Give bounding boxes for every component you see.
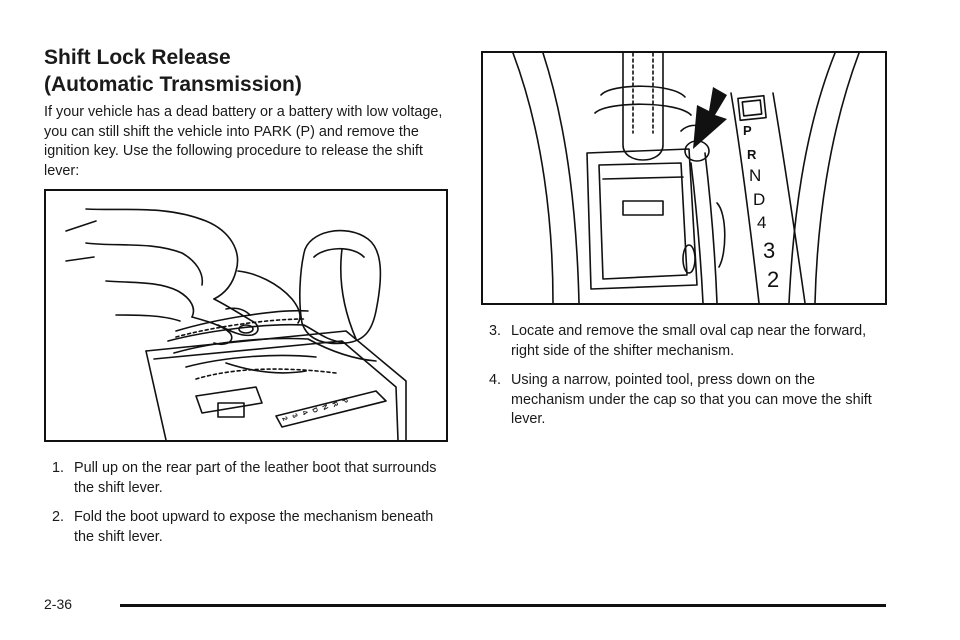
page-title xyxy=(44,44,302,98)
step-text: Pull up on the rear part of the leather boot that surrounds the shift lever. xyxy=(74,460,437,496)
step-text: Locate and remove the small oval cap near the forward, right side of the shifter mechanism. xyxy=(511,323,867,359)
step-text: Using a narrow, pointed tool, press down on the mechanism under the cap so that you can move the shift lever. xyxy=(511,372,872,427)
step-item xyxy=(489,322,889,361)
fig-left-gear-p: P xyxy=(340,397,349,406)
step-number: 4. xyxy=(489,372,502,388)
step-text: Fold the boot upward to expose the mechanism beneath the shift lever. xyxy=(74,509,434,545)
step-item xyxy=(489,371,889,430)
fig-left-gear-2: 2 xyxy=(280,415,289,423)
step-number: 3. xyxy=(489,323,502,339)
fig-right-gear-4: 4 xyxy=(757,213,767,232)
title-line-2: (Automatic Transmission) xyxy=(44,73,302,96)
fig-right-gear-2: 2 xyxy=(767,267,780,292)
arrow-icon xyxy=(693,87,727,149)
figure-boot-pull xyxy=(44,189,448,442)
fig-right-gear-d: D xyxy=(753,190,766,209)
boot-pull-illustration xyxy=(46,191,446,440)
oval-cap-illustration xyxy=(483,53,885,303)
steps-list-left xyxy=(52,459,452,557)
fig-left-gear-r: R xyxy=(330,400,339,409)
fig-right-gear-n: N xyxy=(749,166,762,185)
title-line-1: Shift Lock Release xyxy=(44,46,231,69)
fig-right-gear-p: P xyxy=(743,123,752,138)
page-number: 2-36 xyxy=(44,596,73,612)
fig-left-gear-d: D xyxy=(310,406,319,415)
fig-left-gear-3: 3 xyxy=(290,412,299,420)
footer-rule xyxy=(120,604,886,607)
figure-oval-cap xyxy=(481,51,887,305)
steps-list-right xyxy=(489,322,889,440)
step-number: 1. xyxy=(52,460,65,476)
step-item xyxy=(52,508,452,547)
fig-right-gear-r: R xyxy=(747,147,757,162)
step-item xyxy=(52,459,452,498)
intro-paragraph: If your vehicle has a dead battery or a battery with low voltage, you can still shift the vehicle into PARK (P) and remove the ignition key. Use the following procedure to release the shift lever: xyxy=(44,104,443,179)
fig-right-gear-3: 3 xyxy=(763,238,776,263)
fig-left-gear-n: N xyxy=(320,403,329,412)
fig-left-gear-4: 4 xyxy=(300,409,309,417)
step-number: 2. xyxy=(52,509,65,525)
